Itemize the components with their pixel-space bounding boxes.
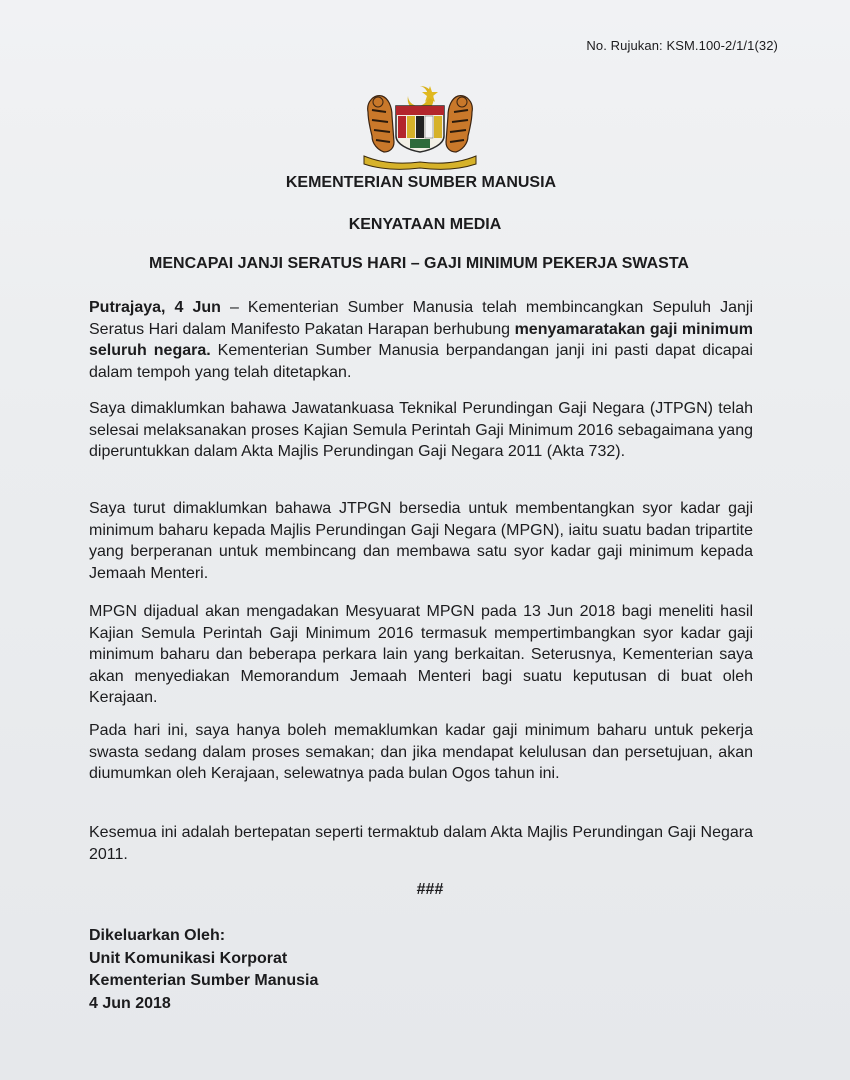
ministry-heading: KEMENTERIAN SUMBER MANUSIA [285,174,557,191]
issued-by-block [89,925,318,1015]
paragraph-6: Kesemua ini adalah bertepatan seperti termaktub dalam Akta Majlis Perundingan Gaji Negara 2011. [89,824,753,863]
statement-type-heading: KENYATAAN MEDIA [348,216,502,233]
paragraph-1-text-b: Kementerian Sumber Manusia berpandangan janji ini pasti dapat dicapai dalam tempoh yang telah ditetapkan. [89,342,753,381]
paragraph-4: MPGN dijadual akan mengadakan Mesyuarat MPGN pada 13 Jun 2018 bagi meneliti hasil Kajian Semula Perintah Gaji Minimum 2016 termasuk mempertimbangkan syor kadar gaji minimum baharu dan beberapa perkara lain yang berkaitan. Seterusnya, Kementerian saya akan menyediakan Memorandum Jemaah Menteri bagi suatu keputusan di buat oleh Kerajaan. [89,603,753,706]
dateline: Putrajaya, 4 Jun [89,299,221,316]
statement-title: MENCAPAI JANJI SERATUS HARI – GAJI MINIMUM PEKERJA SWASTA [149,255,689,272]
paragraph-3: Saya turut dimaklumkan bahawa JTPGN bersedia untuk membentangkan syor kadar gaji minimum baharu kepada Majlis Perundingan Gaji Negara (MPGN), iaitu suatu badan tripartite yang berperanan untuk membincang dan membawa satu syor kadar gaji minimum kepada Jemaah Menteri. [89,500,753,582]
issued-by-ministry: Kementerian Sumber Manusia [89,972,319,989]
issued-by-unit: Unit Komunikasi Korporat [89,949,288,967]
paragraph-1-emphasis: menyamaratakan gaji minimum seluruh negara. [89,320,754,359]
paragraph-1-text-a: – Kementerian Sumber Manusia telah membincangkan Sepuluh Janji Seratus Hari dalam Manifesto Pakatan Harapan berhubung [89,299,754,338]
paragraph-1 [89,297,753,383]
paragraph-2: Saya dimaklumkan bahawa Jawatankuasa Teknikal Perundingan Gaji Negara (JTPGN) telah selesai melaksanakan proses Kajian Semula Perintah Gaji Minimum 2016 sebagaimana yang diperuntukkan dalam Akta Majlis Perundingan Gaji Negara 2011 (Akta 732). [89,400,753,460]
paragraph-5: Pada hari ini, saya hanya boleh memaklumkan kadar gaji minimum baharu untuk pekerja swasta sedang dalam proses semakan; dan jika mendapat kelulusan dan persetujuan, akan diumumkan oleh Kerajaan, selewatnya pada bulan Ogos tahun ini. [89,722,753,782]
reference-number: No. Rujukan: KSM.100-2/1/1(32) [586,38,778,53]
end-mark: ### [416,881,444,898]
issued-by-date: 4 Jun 2018 [89,994,171,1012]
issued-by-label: Dikeluarkan Oleh: [89,927,226,944]
coat-of-arms-icon [358,82,482,170]
